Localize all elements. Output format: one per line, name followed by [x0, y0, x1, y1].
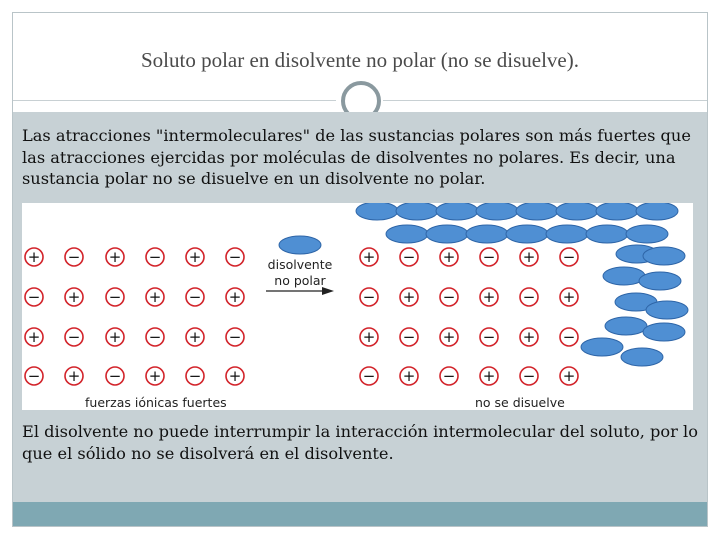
anion-ion-symbol: −: [108, 367, 122, 385]
anion-ion-symbol: −: [108, 288, 122, 306]
caption-does-not-dissolve: no se disuelve: [475, 395, 565, 410]
solvent-molecule: [636, 203, 678, 220]
solvent-molecule: [605, 317, 647, 335]
cation-ion-symbol: +: [362, 328, 376, 346]
solvent-molecule: [476, 203, 518, 220]
anion-ion-symbol: −: [188, 367, 202, 385]
right-ion-lattice: [360, 248, 578, 385]
solvent-molecule: [621, 348, 663, 366]
cation-ion-symbol: +: [442, 328, 456, 346]
cation-ion-symbol: +: [148, 288, 162, 306]
anion-ion-symbol: −: [562, 328, 576, 346]
solvent-molecule: [546, 225, 588, 243]
anion-ion-symbol: −: [228, 248, 242, 266]
solvent-molecule: [386, 225, 428, 243]
arrow-label-line1: disolvente: [267, 257, 333, 272]
cation-ion-symbol: +: [108, 328, 122, 346]
cation-ion-symbol: +: [402, 288, 416, 306]
anion-ion-symbol: −: [67, 328, 81, 346]
solvent-molecule: [396, 203, 438, 220]
arrow-head: [322, 287, 334, 295]
solvent-molecule: [516, 203, 558, 220]
cation-ion-symbol: +: [562, 288, 576, 306]
cation-ion-symbol: +: [522, 248, 536, 266]
cation-ion-symbol: +: [67, 367, 81, 385]
anion-ion-symbol: −: [27, 288, 41, 306]
paragraph-solvent: El disolvente no puede interrumpir la interacción intermolecular del soluto, por lo que el sólido no se disolverá en el disolvente.: [22, 422, 698, 463]
solvent-molecule: [436, 203, 478, 220]
cation-ion-symbol: +: [27, 328, 41, 346]
cation-ion-symbol: +: [148, 367, 162, 385]
cation-ion-symbol: +: [67, 288, 81, 306]
slide-title: Soluto polar en disolvente no polar (no se disuelve).: [141, 48, 579, 72]
solvent-molecule: [626, 225, 668, 243]
anion-ion-symbol: −: [362, 288, 376, 306]
solvent-molecule: [586, 225, 628, 243]
solvent-molecule: [581, 338, 623, 356]
anion-ion-symbol: −: [148, 328, 162, 346]
solvent-molecule: [466, 225, 508, 243]
anion-ion-symbol: −: [402, 248, 416, 266]
title-divider-right: [383, 100, 707, 101]
cation-ion-symbol: +: [522, 328, 536, 346]
anion-ion-symbol: −: [67, 248, 81, 266]
cation-ion-symbol: +: [228, 367, 242, 385]
cation-ion-symbol: +: [562, 367, 576, 385]
cation-ion-symbol: +: [188, 248, 202, 266]
anion-ion-symbol: −: [562, 248, 576, 266]
arrow-label-line2: no polar: [274, 273, 326, 288]
cation-ion-symbol: +: [482, 288, 496, 306]
anion-ion-symbol: −: [228, 328, 242, 346]
solvent-molecule: [556, 203, 598, 220]
anion-ion-symbol: −: [442, 367, 456, 385]
footer-bar: [13, 502, 707, 526]
arrow-solvent-molecule: [279, 236, 321, 254]
solvent-molecule: [426, 225, 468, 243]
solvent-molecule: [356, 203, 398, 220]
paragraph-attractions: Las atracciones "intermoleculares" de las sustancias polares son más fuertes que las atracciones ejercidas por moléculas de disolventes no polares. Es decir, una sustancia polar no se disuelve en un disolvente no polar.: [22, 126, 691, 188]
anion-ion-symbol: −: [442, 288, 456, 306]
anion-ion-symbol: −: [482, 248, 496, 266]
anion-ion-symbol: −: [402, 328, 416, 346]
dissolution-diagram: [22, 203, 693, 410]
solvent-molecule: [643, 323, 685, 341]
cation-ion-symbol: +: [482, 367, 496, 385]
solvent-molecule: [646, 301, 688, 319]
cation-ion-symbol: +: [27, 248, 41, 266]
anion-ion-symbol: −: [148, 248, 162, 266]
anion-ion-symbol: −: [522, 288, 536, 306]
title-divider-left: [13, 100, 336, 101]
anion-ion-symbol: −: [188, 288, 202, 306]
cation-ion-symbol: +: [188, 328, 202, 346]
solvent-molecule: [643, 247, 685, 265]
anion-ion-symbol: −: [522, 367, 536, 385]
cation-ion-symbol: +: [402, 367, 416, 385]
anion-ion-symbol: −: [482, 328, 496, 346]
cation-ion-symbol: +: [228, 288, 242, 306]
solvent-molecule: [639, 272, 681, 290]
solvent-molecule: [506, 225, 548, 243]
anion-ion-symbol: −: [362, 367, 376, 385]
anion-ion-symbol: −: [27, 367, 41, 385]
dissolution-figure: [22, 203, 693, 410]
cation-ion-symbol: +: [108, 248, 122, 266]
solvent-molecule: [596, 203, 638, 220]
caption-strong-ionic-forces: fuerzas iónicas fuertes: [85, 395, 227, 410]
left-ion-lattice: [25, 248, 244, 385]
cation-ion-symbol: +: [442, 248, 456, 266]
cation-ion-symbol: +: [362, 248, 376, 266]
